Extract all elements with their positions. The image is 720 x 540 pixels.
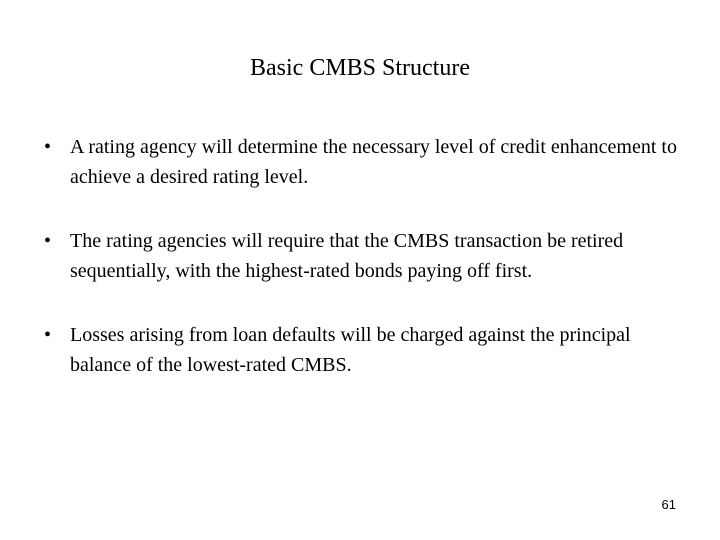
bullet-marker-icon: •	[44, 324, 52, 346]
bullet-marker-icon: •	[44, 230, 52, 252]
bullet-item-credit-enhancement	[44, 132, 684, 192]
bullet-text: A rating agency will determine the necessary level of credit enhancement to achieve a desired rating level.	[70, 136, 677, 188]
bullet-item-loss-allocation	[44, 320, 684, 380]
page-number: 61	[661, 497, 676, 512]
bullet-item-sequential-retirement	[44, 226, 684, 286]
slide-title: Basic CMBS Structure	[250, 55, 470, 81]
bullet-text: Losses arising from loan defaults will be charged against the principal balance of the lowest-rated CMBS.	[70, 324, 631, 376]
bullet-list	[44, 132, 684, 380]
bullet-text: The rating agencies will require that the CMBS transaction be retired sequentially, with the highest-rated bonds paying off first.	[70, 230, 624, 282]
bullet-marker-icon: •	[44, 136, 52, 158]
